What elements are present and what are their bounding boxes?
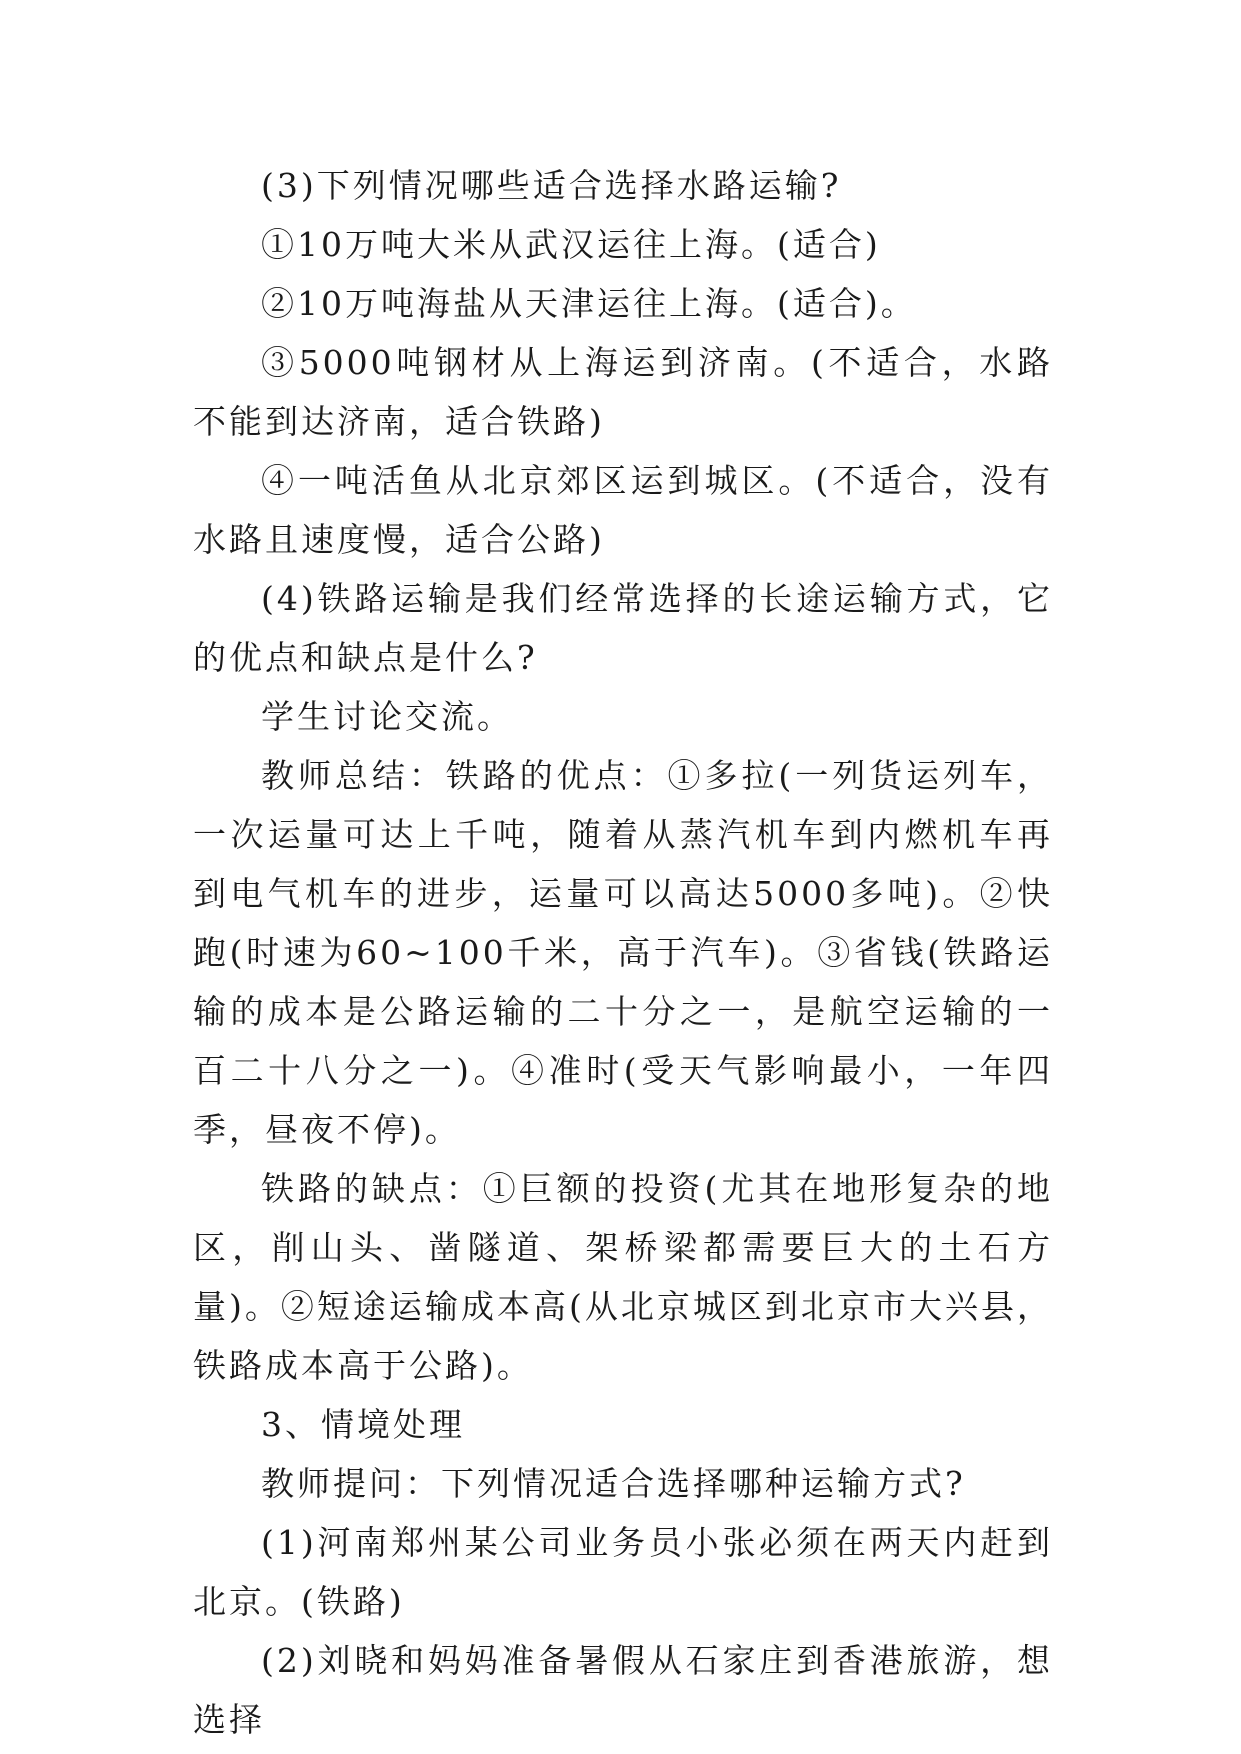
paragraph-case-1: (1)河南郑州某公司业务员小张必须在两天内赶到北京。(铁路) <box>193 1523 1053 1621</box>
paragraph-railway-advantages: 教师总结：铁路的优点：①多拉(一列货运列车，一次运量可达上千吨，随着从蒸汽机车到内燃机车再到电气机车的进步，运量可以高达5000多吨)。②快跑(时速为60~100千米，高于汽车)。③省钱(铁路运输的成本是公路运输的二十分之一，是航空运输的一百二十八分之一)。④准时(受天气影响最小，一年四季，昼夜不停)。 <box>193 756 1053 1149</box>
section-heading-situation: 3、情境处理 <box>261 1405 465 1444</box>
paragraph-item-1: ①10万吨大米从武汉运往上海。(适合) <box>261 225 881 264</box>
paragraph-item-2: ②10万吨海盐从天津运往上海。(适合)。 <box>261 284 917 323</box>
paragraph-discussion: 学生讨论交流。 <box>261 697 513 736</box>
document-body <box>193 156 1053 1749</box>
paragraph-item-4: ④一吨活鱼从北京郊区运到城区。(不适合，没有水路且速度慢，适合公路) <box>193 461 1053 559</box>
paragraph-question-4: (4)铁路运输是我们经常选择的长途运输方式，它的优点和缺点是什么? <box>193 579 1053 677</box>
paragraph-case-2: (2)刘晓和妈妈准备暑假从石家庄到香港旅游，想选择 <box>193 1641 1053 1739</box>
paragraph-teacher-question: 教师提问：下列情况适合选择哪种运输方式? <box>261 1464 966 1503</box>
paragraph-railway-disadvantages: 铁路的缺点：①巨额的投资(尤其在地形复杂的地区，削山头、凿隧道、架桥梁都需要巨大的土石方量)。②短途运输成本高(从北京城区到北京市大兴县，铁路成本高于公路)。 <box>193 1169 1053 1385</box>
paragraph-question-3: (3)下列情况哪些适合选择水路运输? <box>261 166 842 205</box>
paragraph-item-3: ③5000吨钢材从上海运到济南。(不适合，水路不能到达济南，适合铁路) <box>193 343 1053 441</box>
